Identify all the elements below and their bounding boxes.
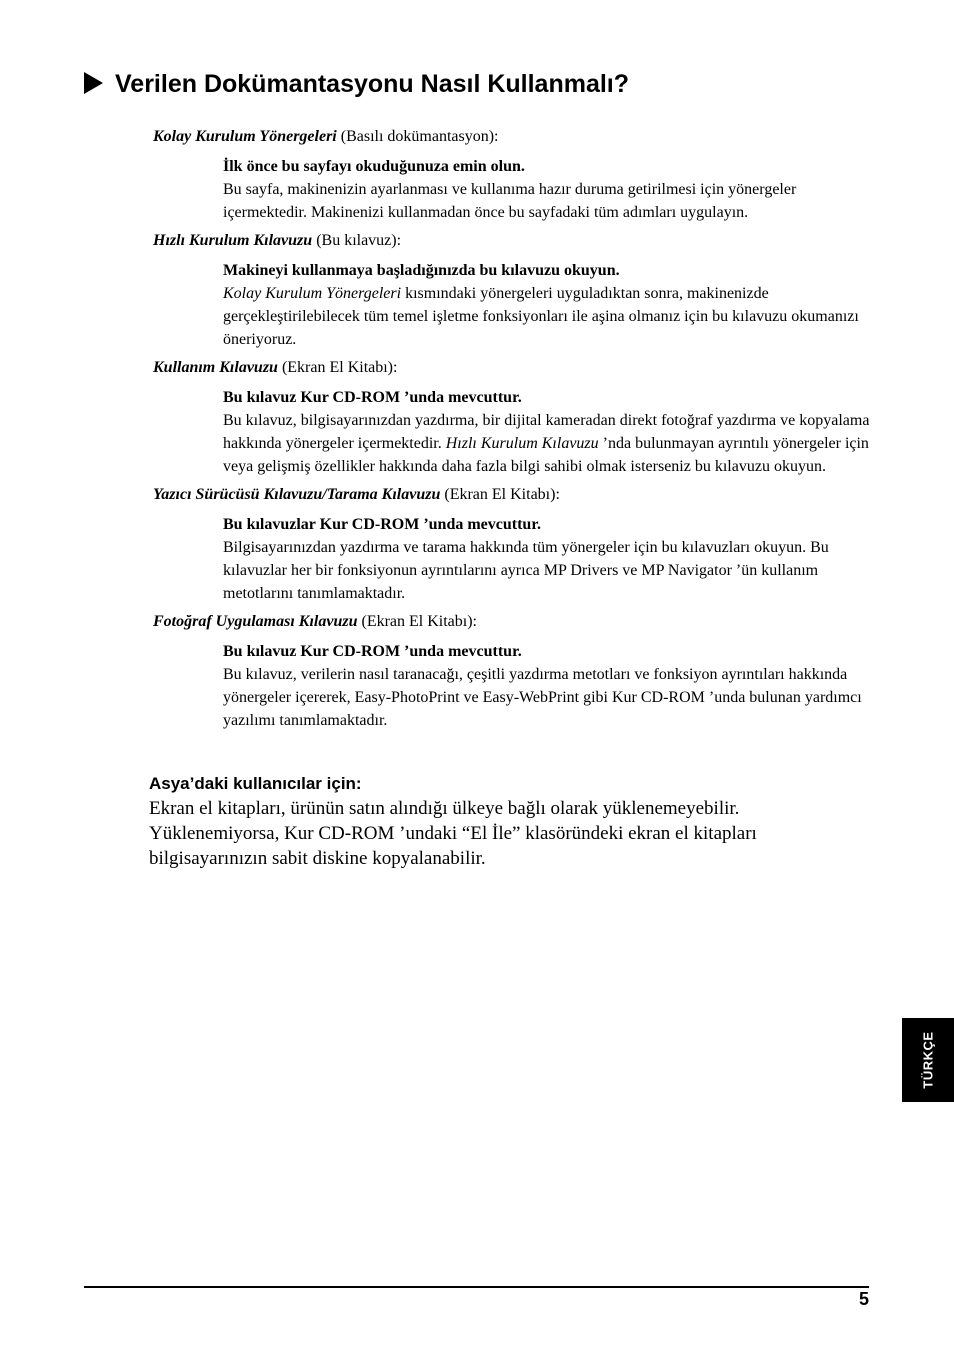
doc-entry-description xyxy=(223,178,873,224)
doc-entry-description xyxy=(223,536,873,605)
doc-entry-printer-scanning xyxy=(153,483,873,605)
doc-entry-name: Fotoğraf Uygulaması Kılavuzu xyxy=(153,613,358,630)
doc-entry-reference: Hızlı Kurulum Kılavuzu xyxy=(445,435,599,452)
documentation-list xyxy=(153,125,873,737)
doc-entry-type: (Ekran El Kitabı): xyxy=(277,359,398,376)
doc-entry-reference: Kolay Kurulum Yönergeleri xyxy=(223,285,402,302)
doc-entry-text: Bu kılavuz, bilgisayarınızdan yazdırma, bir dijital kameradan direkt fotoğraf yazdırma ve kopyalama hakkında yönergeler içermektedir. xyxy=(223,412,870,452)
doc-entry-heading xyxy=(153,125,873,148)
asia-note-text: Ekran el kitapları, ürünün satın alındığı ülkeye bağlı olarak yüklenemeyebilir. Yüklenemiyorsa, Kur CD-ROM ’undaki “El İle” klasöründeki ekran el kitapları bilgisayarınızın sabit diskine kopyalanabilir. xyxy=(149,798,757,869)
doc-entry-body xyxy=(223,259,873,351)
doc-entry-description xyxy=(223,663,873,732)
doc-entry-heading xyxy=(153,610,873,633)
doc-entry-quick-start xyxy=(153,229,873,351)
doc-entry-lead: Bu kılavuz Kur CD-ROM ’unda mevcuttur. xyxy=(223,389,522,406)
doc-entry-name: Hızlı Kurulum Kılavuzu xyxy=(153,232,313,249)
doc-entry-body xyxy=(223,640,873,732)
doc-entry-body xyxy=(223,513,873,605)
doc-entry-text: ’nda bulunmayan ayrıntılı yönergeler için veya gelişmiş özellikler hakkında daha fazla bilgi sahibi olmak isterseniz bu kılavuzu okuyun. xyxy=(223,435,869,475)
language-tab-label: TÜRKÇE xyxy=(920,1031,936,1089)
doc-entry-type: (Ekran El Kitabı): xyxy=(440,486,560,503)
doc-entry-body xyxy=(223,155,873,224)
doc-entry-type: (Ekran El Kitabı): xyxy=(357,613,477,630)
doc-entry-photo-application xyxy=(153,610,873,732)
footer-divider xyxy=(84,1286,869,1288)
doc-entry-text: Bilgisayarınızdan yazdırma ve tarama hakkında tüm yönergeler için bu kılavuzları okuyun. Bu kılavuzlar her bir fonksiyonun ayrıntılarını ayrıca MP Drivers ve MP Navigator ’ün kullanım metotlarını tanımlamaktadır. xyxy=(223,539,829,602)
doc-entry-easy-setup xyxy=(153,125,873,224)
doc-entry-user-guide xyxy=(153,356,873,478)
doc-entry-type: (Basılı dokümantasyon): xyxy=(336,128,499,145)
doc-entry-text: Bu sayfa, makinenizin ayarlanması ve kullanıma hazır duruma getirilmesi için yönergeler içermektedir. Makinenizi kullanmadan önce bu sayfadaki tüm adımları uygulayın. xyxy=(223,181,797,221)
doc-entry-body xyxy=(223,386,873,478)
doc-entry-description xyxy=(223,409,873,478)
page-title xyxy=(84,66,904,102)
triangle-right-icon xyxy=(84,72,103,94)
doc-entry-lead: İlk önce bu sayfayı okuduğunuza emin olun. xyxy=(223,158,525,175)
doc-entry-name: Kullanım Kılavuzu xyxy=(153,359,278,376)
doc-entry-text: Bu kılavuz, verilerin nasıl taranacağı, çeşitli yazdırma metotları ve fonksiyon ayrıntıları hakkında yönergeler içererek, Easy-PhotoPrint ve Easy-WebPrint gibi Kur CD-ROM ’unda bulunan yardımcı yazılımı tanımlamaktadır. xyxy=(223,666,862,729)
doc-entry-heading xyxy=(153,229,873,252)
doc-entry-description xyxy=(223,282,873,351)
doc-entry-type: (Bu kılavuz): xyxy=(312,232,402,249)
page-title-text: Verilen Dokümantasyonu Nasıl Kullanmalı? xyxy=(115,70,630,98)
doc-entry-name: Yazıcı Sürücüsü Kılavuzu/Tarama Kılavuzu xyxy=(153,486,441,503)
page-number: 5 xyxy=(858,1289,869,1309)
doc-entry-lead: Makineyi kullanmaya başladığınızda bu kılavuzu okuyun. xyxy=(223,262,620,279)
asia-note-heading: Asya’daki kullanıcılar için: xyxy=(149,774,362,793)
doc-entry-lead: Bu kılavuz Kur CD-ROM ’unda mevcuttur. xyxy=(223,643,522,660)
doc-entry-text: kısmındaki yönergeleri uyguladıktan sonra, makinenizde gerçekleştirilebilecek tüm temel işletme fonksiyonları ile aşina olmanız için bu kılavuzu okumanızı öneriyoruz. xyxy=(223,285,859,348)
doc-entry-name: Kolay Kurulum Yönergeleri xyxy=(153,128,337,145)
doc-entry-heading xyxy=(153,483,873,506)
asia-users-note xyxy=(149,772,869,871)
language-tab xyxy=(902,1018,954,1102)
doc-entry-lead: Bu kılavuzlar Kur CD-ROM ’unda mevcuttur. xyxy=(223,516,541,533)
doc-entry-heading xyxy=(153,356,873,379)
